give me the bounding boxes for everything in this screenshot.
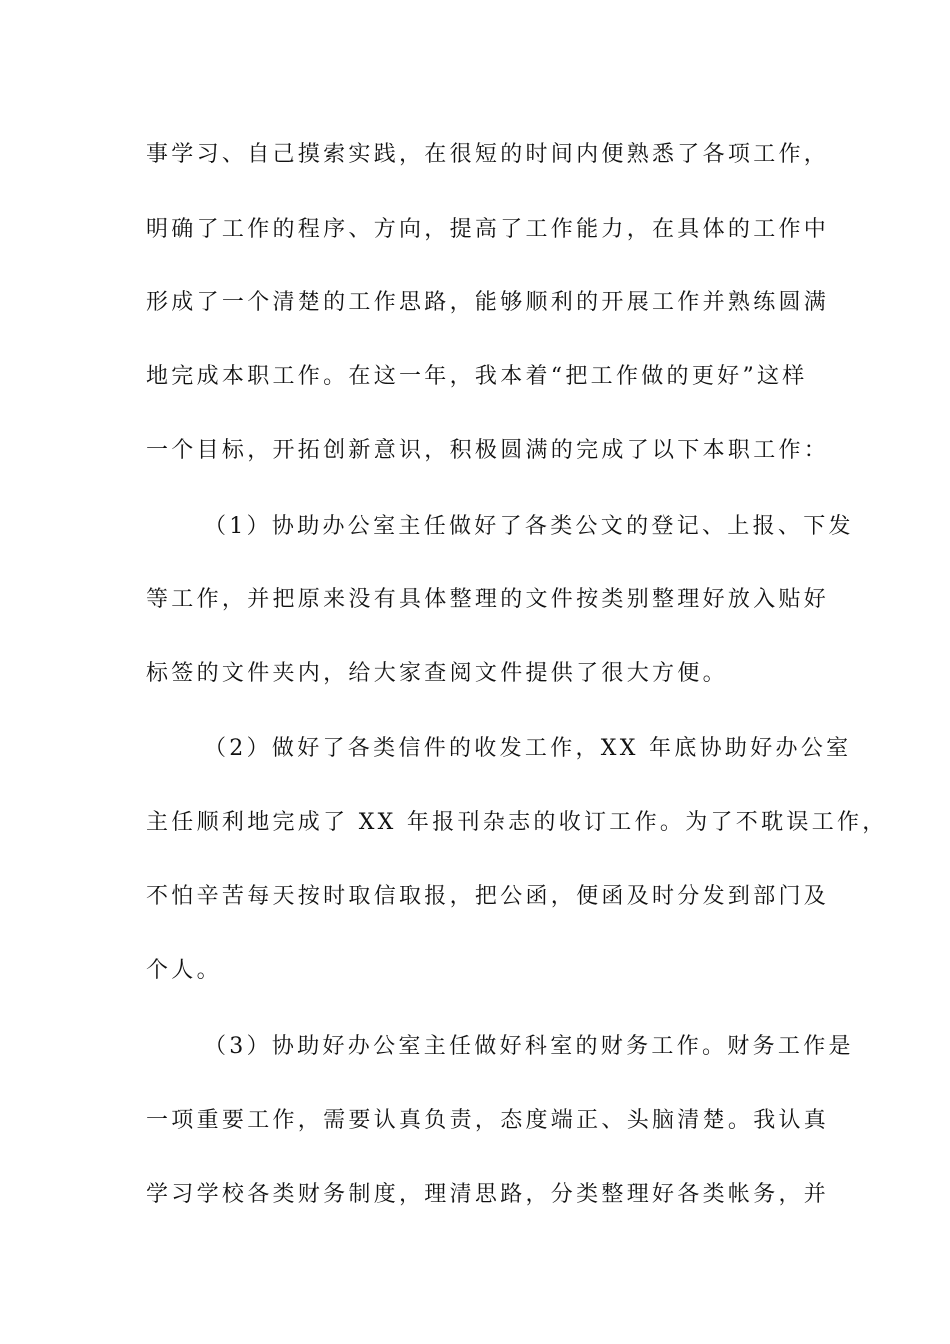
paragraph-2-line-2: 主任顺利地完成了 XX 年报刊杂志的收订工作。为了不耽误工作，	[146, 810, 888, 835]
text-line-4: 地完成本职工作。在这一年，我本着“把工作做的更好”这样	[146, 364, 808, 389]
paragraph-1-line-3: 标签的文件夹内，给大家查阅文件提供了很大方便。	[146, 661, 728, 686]
paragraph-2-line-4: 个人。	[146, 958, 222, 983]
paragraph-2-line-1: （2）做好了各类信件的收发工作，XX 年底协助好办公室	[204, 736, 852, 761]
text-line-5: 一个目标，开拓创新意识，积极圆满的完成了以下本职工作：	[146, 438, 830, 463]
paragraph-3-line-2: 一项重要工作，需要认真负责，态度端正、头脑清楚。我认真	[146, 1108, 830, 1133]
text-line-3: 形成了一个清楚的工作思路，能够顺利的开展工作并熟练圆满	[146, 290, 830, 315]
paragraph-2-line-3: 不怕辛苦每天按时取信取报，把公函，便函及时分发到部门及	[146, 884, 830, 909]
paragraph-1-line-2: 等工作，并把原来没有具体整理的文件按类别整理好放入贴好	[146, 587, 830, 612]
paragraph-3-line-1: （3）协助好办公室主任做好科室的财务工作。财务工作是	[204, 1034, 854, 1059]
text-line-2: 明确了工作的程序、方向，提高了工作能力，在具体的工作中	[146, 217, 830, 242]
paragraph-1-line-1: （1）协助办公室主任做好了各类公文的登记、上报、下发	[204, 514, 854, 539]
text-line-1: 事学习、自己摸索实践，在很短的时间内便熟悉了各项工作，	[146, 142, 830, 167]
paragraph-3-line-3: 学习学校各类财务制度，理清思路，分类整理好各类帐务，并	[146, 1182, 830, 1207]
